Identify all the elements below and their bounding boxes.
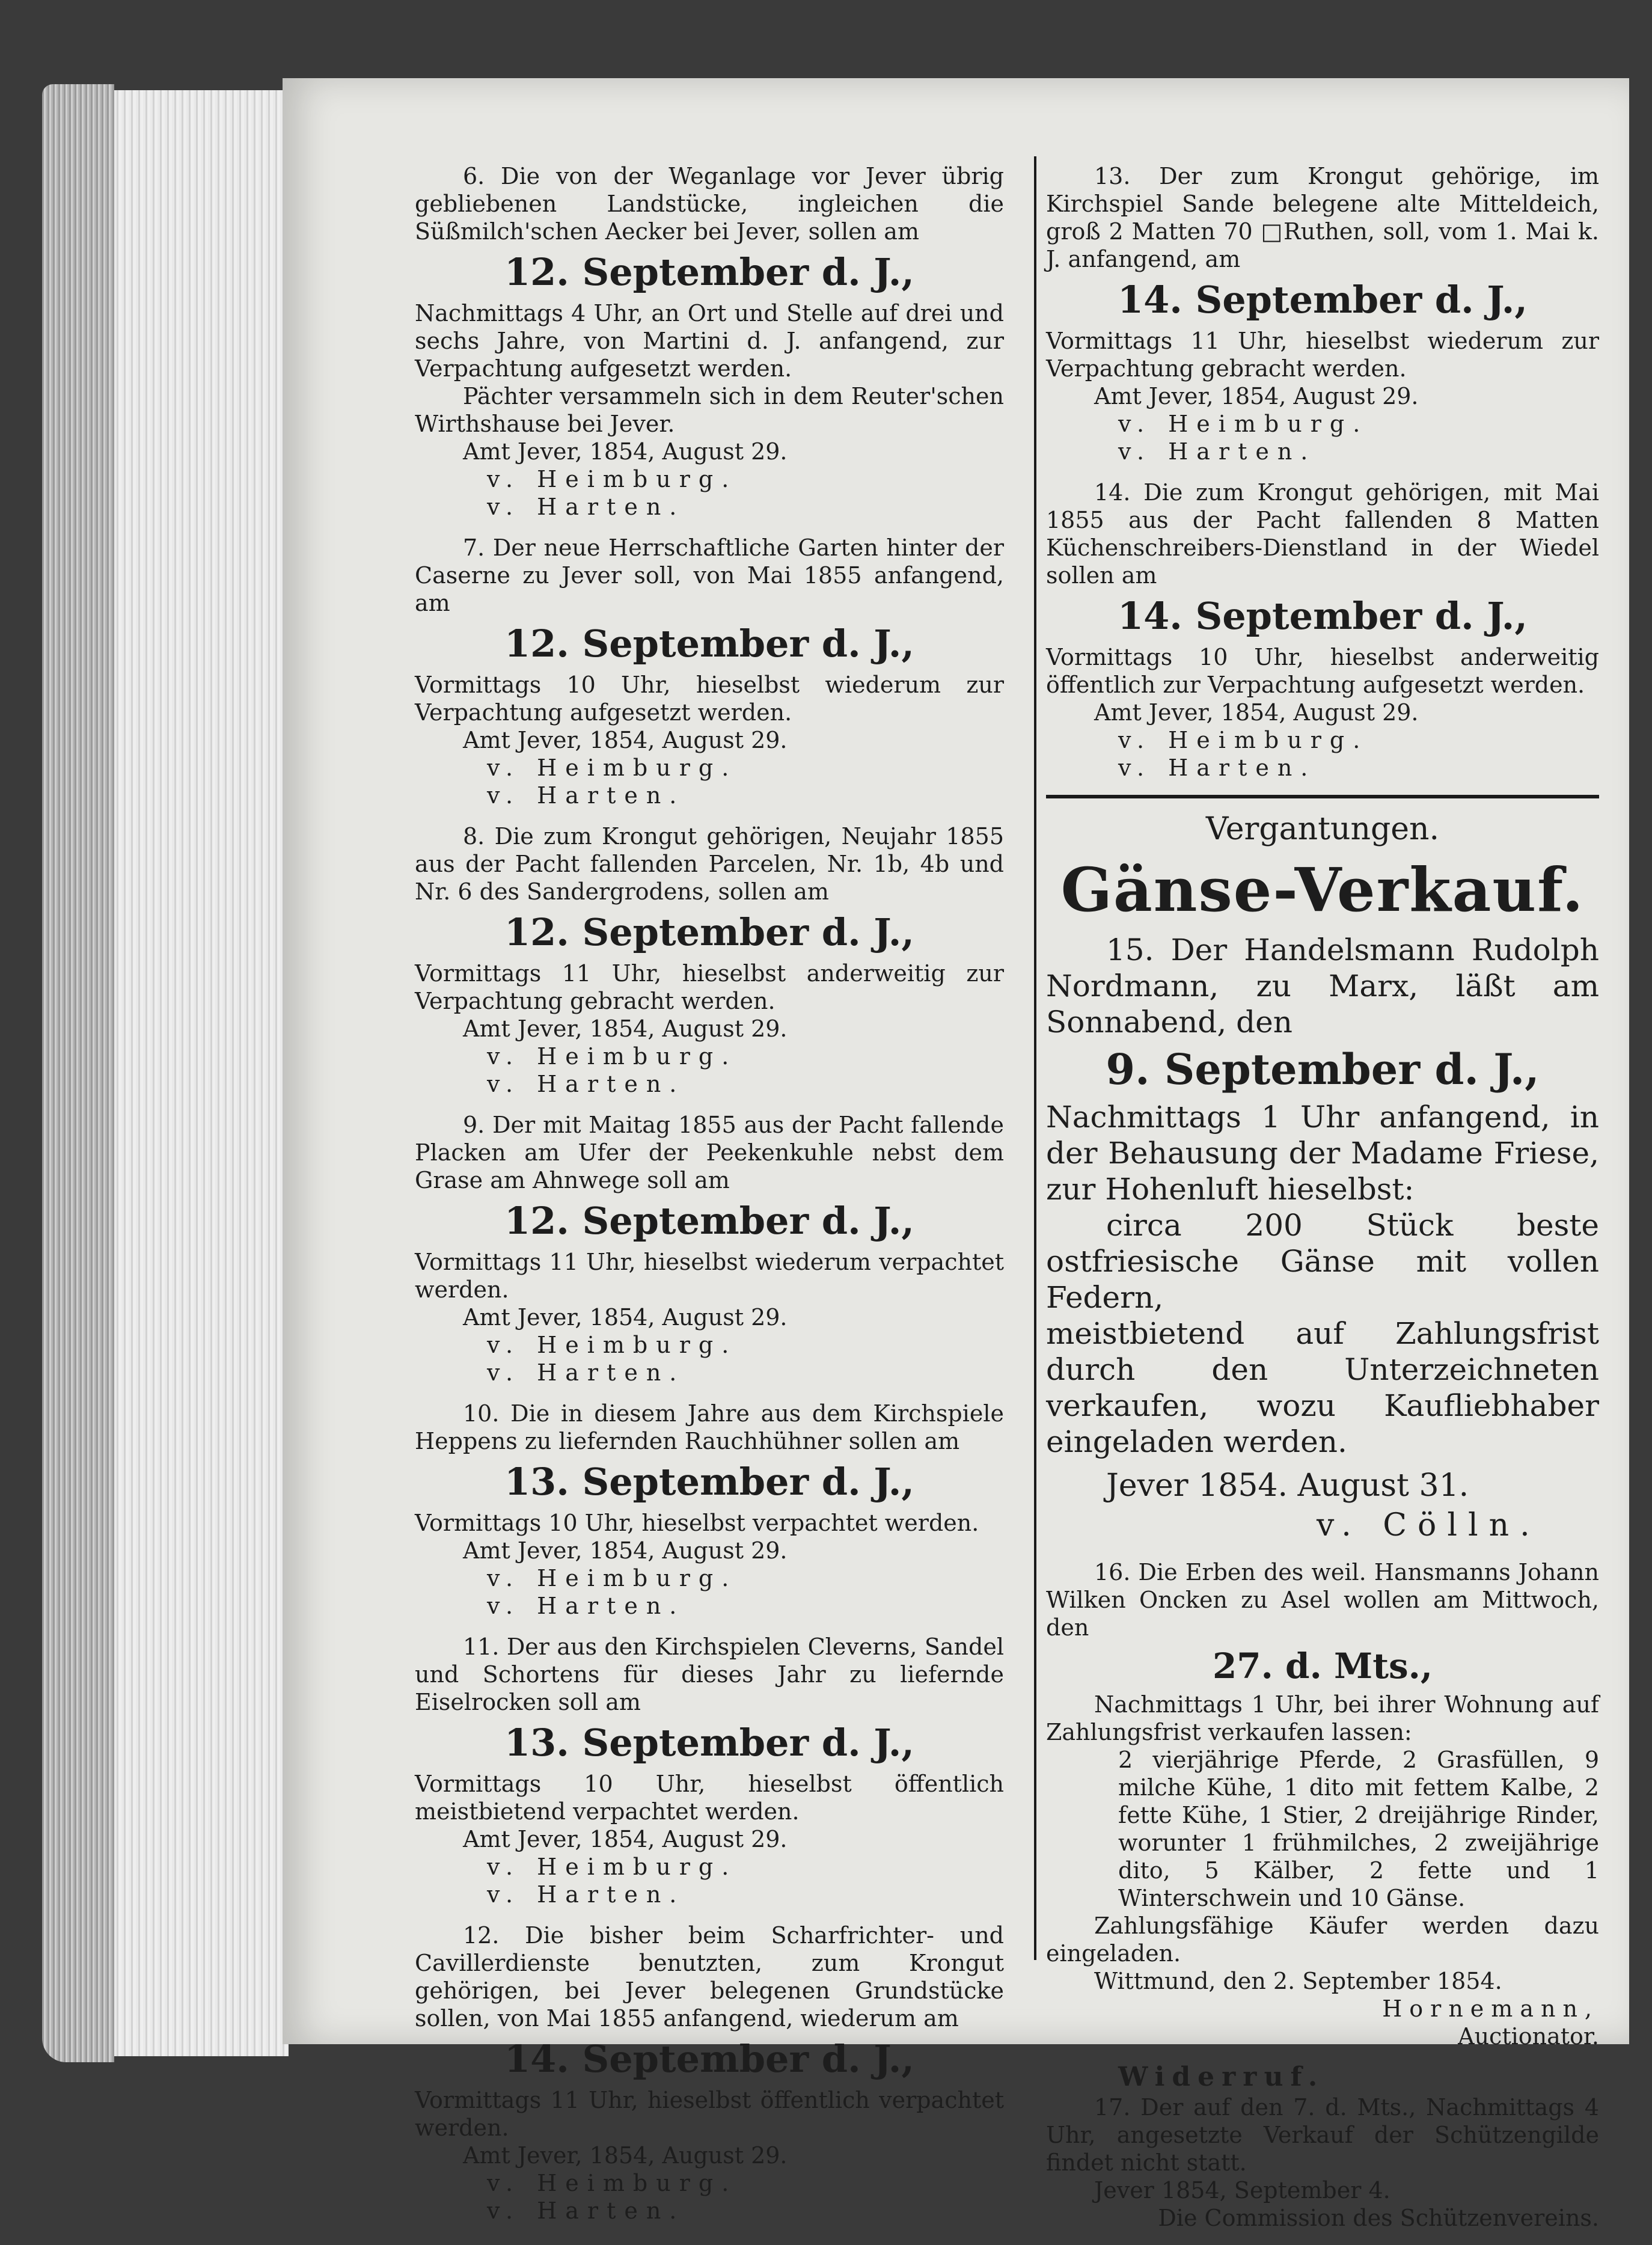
- signatory-1: v. Heimburg.: [487, 2170, 738, 2196]
- notice-date: 14. September d. J.,: [1118, 594, 1528, 638]
- notice-6: [415, 162, 1004, 521]
- signatory-1: v. Heimburg.: [487, 1854, 738, 1880]
- signatory-2: v. Harten.: [1118, 755, 1317, 781]
- right-column: [1046, 162, 1599, 2245]
- notice-17-revocation: [1046, 2063, 1599, 2232]
- notice-date: 13. September d. J.,: [504, 1721, 914, 1765]
- notice-detail: Vormittags 10 Uhr, hieselbst verpachtet werden.: [415, 1510, 979, 1536]
- signatory-1: v. Heimburg.: [487, 1332, 738, 1358]
- notice-detail: Vormittags 10 Uhr, hieselbst anderweitig öffentlich zur Verpachtung aufgesetzt werden.: [1046, 644, 1599, 698]
- left-column: [415, 162, 1004, 2238]
- notice-signatories: [487, 1564, 1004, 1620]
- place-date: Wittmund, den 2. September 1854.: [1094, 1968, 1502, 1994]
- notice-13: [1046, 162, 1599, 465]
- notice-signatories: [487, 1043, 1004, 1098]
- column-divider: [1034, 156, 1036, 1960]
- signatory-2: v. Harten.: [487, 1881, 685, 1908]
- signatory-1: v. Heimburg.: [1118, 727, 1369, 753]
- notice-date: 14. September d. J.,: [1118, 278, 1528, 322]
- signatory-1: v. Heimburg.: [487, 466, 738, 492]
- notice-detail: Vormittags 10 Uhr, hieselbst öffentlich meistbietend verpachtet werden.: [415, 1771, 1004, 1825]
- notice-detail-2: Pächter versammeln sich in dem Reuter'schen Wirthshause bei Jever.: [415, 383, 1004, 437]
- notice-office-date: Amt Jever, 1854, August 29.: [463, 438, 788, 465]
- notice-text: 7. Der neue Herrschaftliche Garten hinter der Caserne zu Jever soll, von Mai 1855 anfangend, am: [415, 534, 1004, 616]
- goods-description: circa 200 Stück beste ostfriesische Gänse mit vollen Federn,: [1046, 1208, 1599, 1315]
- notice-date: 12. September d. J.,: [504, 250, 914, 294]
- notice-date: 12. September d. J.,: [504, 1199, 914, 1243]
- notice-detail: Vormittags 10 Uhr, hieselbst wiederum zur Verpachtung aufgesetzt werden.: [415, 672, 1004, 726]
- notice-text: 15. Der Handelsmann Rudolph Nordmann, zu Marx, läßt am Sonnabend, den: [1046, 933, 1599, 1040]
- notice-signatories: [487, 465, 1004, 521]
- notice-text: 12. Die bisher beim Scharfrichter- und Cavillerdienste benutzten, zum Krongut gehörigen, bei Jever belegenen Grundstücke sollen, von Mai 1855 anfangend, wiederum am: [415, 1922, 1004, 2032]
- notice-detail: Vormittags 11 Uhr, hieselbst anderweitig zur Verpachtung gebracht werden.: [415, 960, 1004, 1014]
- notice-date: 14. September d. J.,: [504, 2037, 914, 2081]
- newspaper-page: [283, 78, 1629, 2231]
- signatory-1: v. Heimburg.: [487, 1043, 738, 1070]
- signatory-2: v. Harten.: [487, 1071, 685, 1097]
- sale-terms: meistbietend auf Zahlungsfrist durch den Unterzeichneten verkaufen, wozu Kaufliebhaber eingeladen werden.: [1046, 1316, 1599, 1459]
- signatory-2: v. Harten.: [487, 1359, 685, 1386]
- notice-date: 27. d. Mts.,: [1212, 1646, 1433, 1686]
- goose-sale-title: Gänse-Verkauf.: [1060, 854, 1585, 925]
- notice-office-date: Amt Jever, 1854, August 29.: [463, 1304, 788, 1331]
- signatory-1: v. Heimburg.: [487, 1565, 738, 1591]
- page-edges: [114, 90, 289, 2056]
- notice-text: 13. Der zum Krongut gehörige, im Kirchspiel Sande belegene alte Mitteldeich, groß 2 Matten 70 □Ruthen, soll, vom 1. Mai k. J. anfangend, am: [1046, 163, 1599, 272]
- notice-12: [415, 1922, 1004, 2225]
- notice-date: 13. September d. J.,: [504, 1460, 914, 1504]
- place-date: Jever 1854, September 4.: [1094, 2177, 1390, 2204]
- notice-office-date: Amt Jever, 1854, August 29.: [463, 1015, 788, 1042]
- notice-signatories: [487, 2169, 1004, 2225]
- notice-office-date: Amt Jever, 1854, August 29.: [463, 2142, 788, 2169]
- notice-detail: Nachmittags 4 Uhr, an Ort und Stelle auf drei und sechs Jahre, von Martini d. J. anfangend, zur Verpachtung aufgesetzt werden.: [415, 300, 1004, 382]
- signatory: v. Cölln.: [1317, 1507, 1541, 1543]
- notice-office-date: Amt Jever, 1854, August 29.: [463, 1537, 788, 1564]
- notice-signatories: [487, 1331, 1004, 1386]
- signatory-2: v. Harten.: [487, 1593, 685, 1619]
- notice-office-date: Amt Jever, 1854, August 29.: [1094, 383, 1419, 409]
- notice-signatories: [487, 754, 1004, 809]
- section-title: Vergantungen.: [1205, 811, 1440, 847]
- notice-detail: Vormittags 11 Uhr, hieselbst öffentlich verpachtet werden.: [415, 2087, 1004, 2141]
- notice-9: [415, 1111, 1004, 1386]
- signatory-1: v. Heimburg.: [1118, 411, 1369, 437]
- section-rule: [1046, 795, 1599, 798]
- notice-signatories: [1118, 410, 1599, 465]
- notice-office-date: Amt Jever, 1854, August 29.: [463, 1826, 788, 1852]
- signatory-2: v. Harten.: [487, 782, 685, 809]
- notice-date: 9. September d. J.,: [1106, 1044, 1540, 1094]
- notice-detail: Nachmittags 1 Uhr, bei ihrer Wohnung auf Zahlungsfrist verkaufen lassen:: [1046, 1691, 1599, 1745]
- notice-15-goose-sale: [1046, 854, 1599, 1545]
- notice-note: Zahlungsfähige Käufer werden dazu eingeladen.: [1046, 1913, 1599, 1967]
- signatory: Hornemann,: [1382, 1995, 1599, 2022]
- notice-date: 12. September d. J.,: [504, 910, 914, 954]
- notice-16: [1046, 1558, 1599, 2050]
- signatory: Die Commission des Schützenvereins.: [1158, 2205, 1599, 2231]
- notice-text: 10. Die in diesem Jahre aus dem Kirchspiele Heppens zu liefernden Rauchhühner sollen am: [415, 1400, 1004, 1454]
- notice-detail: Vormittags 11 Uhr, hieselbst wiederum verpachtet werden.: [415, 1249, 1004, 1303]
- place-date: Jever 1854. August 31.: [1106, 1468, 1469, 1504]
- signatory-role: Auctionator.: [1458, 2023, 1599, 2050]
- notice-detail: Nachmittags 1 Uhr anfangend, in der Behausung der Madame Friese, zur Hohenluft hieselbst:: [1046, 1100, 1599, 1207]
- notice-signatories: [487, 1853, 1004, 1908]
- notice-text: 17. Der auf den 7. d. Mts., Nachmittags 4 Uhr, angesetzte Verkauf der Schützengilde findet nicht statt.: [1046, 2094, 1599, 2176]
- notice-text: 8. Die zum Krongut gehörigen, Neujahr 1855 aus der Pacht fallenden Parcelen, Nr. 1b, 4b und Nr. 6 des Sandergrodens, sollen am: [415, 823, 1004, 905]
- livestock-list: 2 vierjährige Pferde, 2 Grasfüllen, 9 milche Kühe, 1 dito mit fettem Kalbe, 2 fette Kühe, 1 Stier, 2 dreijährige Rinder, worunter 1 frühmilches, 2 zweijährige dito, 5 Kälber, 2 fette und 1 Winterschwein und 10 Gänse.: [1118, 1747, 1599, 1911]
- notice-detail: Vormittags 11 Uhr, hieselbst wiederum zur Verpachtung gebracht werden.: [1046, 328, 1599, 382]
- notice-8: [415, 822, 1004, 1098]
- notice-signatories: [1118, 726, 1599, 782]
- notice-office-date: Amt Jever, 1854, August 29.: [1094, 699, 1419, 726]
- notice-office-date: Amt Jever, 1854, August 29.: [463, 727, 788, 753]
- notice-11: [415, 1633, 1004, 1908]
- notice-text: 11. Der aus den Kirchspielen Cleverns, Sandel und Schortens für dieses Jahr zu liefernde Eiselrocken soll am: [415, 1634, 1004, 1715]
- notice-text: 16. Die Erben des weil. Hansmanns Johann Wilken Oncken zu Asel wollen am Mittwoch, den: [1046, 1559, 1599, 1641]
- notice-date: 12. September d. J.,: [504, 622, 914, 666]
- notice-10: [415, 1400, 1004, 1620]
- notice-text: 14. Die zum Krongut gehörigen, mit Mai 1855 aus der Pacht fallenden 8 Matten Küchenschreibers-Dienstland in der Wiedel sollen am: [1046, 479, 1599, 589]
- signatory-2: v. Harten.: [487, 2198, 685, 2224]
- notice-14: [1046, 479, 1599, 782]
- notice-7: [415, 534, 1004, 809]
- signatory-2: v. Harten.: [487, 494, 685, 520]
- signatory-1: v. Heimburg.: [487, 755, 738, 781]
- revocation-title: Widerruf.: [1118, 2062, 1325, 2092]
- book-spine-pages: [42, 84, 114, 2062]
- notice-text: 9. Der mit Maitag 1855 aus der Pacht fallende Placken am Ufer der Peekenkuhle nebst dem Grase am Ahnwege soll am: [415, 1112, 1004, 1193]
- notice-text: 6. Die von der Weganlage vor Jever übrig gebliebenen Landstücke, ingleichen die Süßmilch'schen Aecker bei Jever, sollen am: [415, 163, 1004, 245]
- signatory-2: v. Harten.: [1118, 438, 1317, 465]
